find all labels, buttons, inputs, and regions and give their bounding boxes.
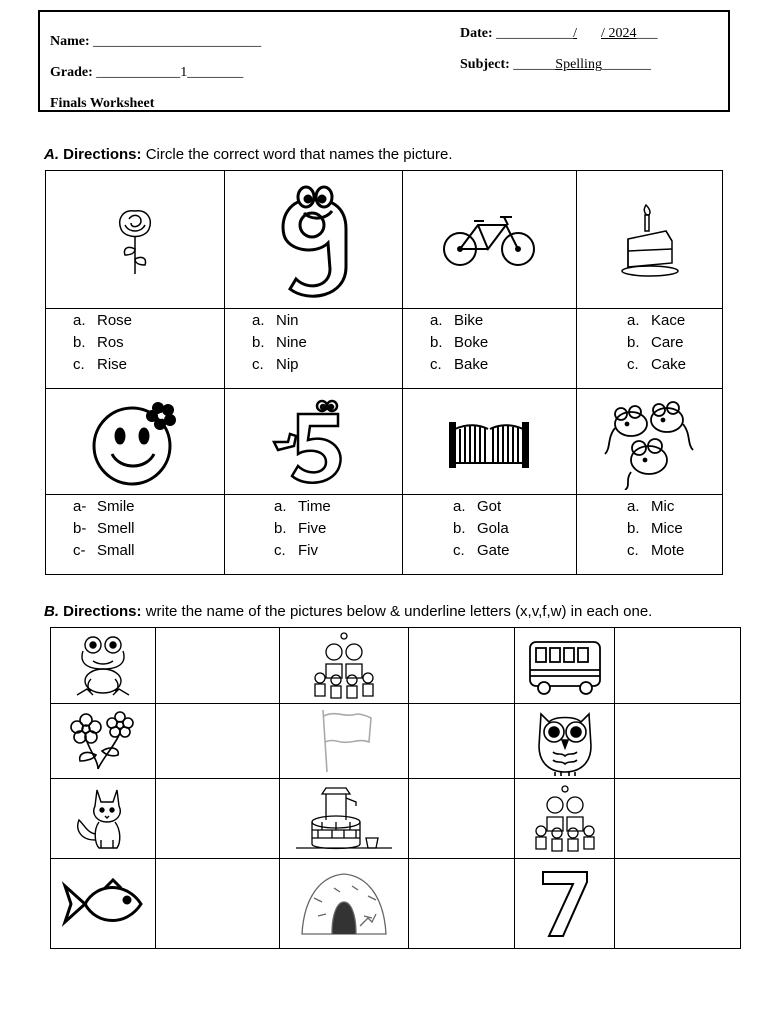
- option-a[interactable]: [627, 496, 684, 518]
- owl-picture: [515, 704, 614, 778]
- date-label: Date:: [460, 26, 493, 41]
- option-word: Mote: [651, 542, 685, 559]
- option-letter: b.: [627, 520, 640, 537]
- answer-cell[interactable]: [409, 779, 514, 858]
- directions-label: Directions:: [63, 146, 142, 163]
- option-letter: b.: [73, 334, 86, 351]
- option-letter: b.: [453, 520, 466, 537]
- option-word: Rise: [97, 356, 128, 373]
- option-a[interactable]: [627, 310, 686, 332]
- option-c[interactable]: [252, 354, 307, 376]
- option-a[interactable]: [73, 496, 135, 518]
- option-c[interactable]: [627, 540, 684, 562]
- option-letter: a-: [73, 498, 87, 515]
- option-a[interactable]: [73, 310, 132, 332]
- options-item-3: [430, 310, 488, 376]
- options-item-8: [627, 496, 684, 562]
- section-a-table: [45, 170, 723, 575]
- section-b-directions: [44, 603, 652, 620]
- bicycle-icon: [442, 211, 536, 267]
- option-c[interactable]: [274, 540, 331, 562]
- grid-line: [722, 170, 723, 575]
- flag-icon: [309, 706, 379, 776]
- fox-picture: [51, 779, 155, 858]
- number-nine-icon: [268, 179, 358, 299]
- well-icon: [292, 786, 396, 852]
- date-year: 2024: [608, 26, 637, 41]
- option-word: Mice: [651, 520, 683, 537]
- options-item-1: [73, 310, 132, 376]
- subject-label: Subject:: [460, 57, 510, 72]
- section-b-table: [50, 627, 741, 949]
- option-letter: c-: [73, 542, 86, 559]
- option-letter: c.: [430, 356, 442, 373]
- family-icon: [529, 783, 601, 855]
- option-letter: a.: [453, 498, 466, 515]
- bike-picture: [402, 170, 576, 308]
- option-b[interactable]: [274, 518, 331, 540]
- section-a-letter: A.: [44, 146, 59, 163]
- smiley-face-icon: [90, 394, 180, 490]
- option-c[interactable]: [453, 540, 510, 562]
- name-blank[interactable]: ________________________: [93, 34, 262, 49]
- option-word: Time: [298, 498, 331, 515]
- option-c[interactable]: [627, 354, 686, 376]
- date-field[interactable]: [460, 26, 657, 42]
- grade-blank-end: ________: [187, 65, 244, 80]
- answer-cell[interactable]: [409, 859, 514, 948]
- grade-label: Grade:: [50, 65, 93, 80]
- answer-cell[interactable]: [615, 859, 740, 948]
- nine-picture: [224, 170, 402, 308]
- option-b[interactable]: [627, 332, 686, 354]
- option-a[interactable]: [274, 496, 331, 518]
- option-c[interactable]: [73, 540, 135, 562]
- well-picture: [280, 779, 408, 858]
- option-letter: b.: [274, 520, 287, 537]
- answer-cell[interactable]: [156, 704, 279, 778]
- option-letter: a.: [252, 312, 265, 329]
- option-word: Five: [298, 520, 327, 537]
- owl-icon: [533, 706, 597, 776]
- bus-picture: [515, 628, 614, 703]
- answer-cell[interactable]: [156, 628, 279, 703]
- family-picture-2: [515, 779, 614, 858]
- option-b[interactable]: [252, 332, 307, 354]
- option-letter: c.: [252, 356, 264, 373]
- family-picture: [280, 628, 408, 703]
- date-end: ___: [636, 26, 658, 41]
- family-icon: [308, 630, 380, 702]
- flowers-icon: [68, 711, 138, 771]
- directions-text: write the name of the pictures below & underline letters (x,v,f,w) in each one.: [145, 603, 653, 620]
- date-sep-2: /: [601, 26, 605, 41]
- option-word: Mic: [651, 498, 675, 515]
- gate-picture: [402, 389, 576, 494]
- cave-icon: [298, 868, 390, 940]
- frog-icon: [71, 633, 135, 699]
- cake-picture: [576, 170, 722, 308]
- number-five-icon: [268, 394, 358, 490]
- section-b-letter: B.: [44, 603, 59, 620]
- grade-value: 1: [180, 65, 188, 80]
- option-letter: a.: [627, 498, 640, 515]
- subject-blank-end: _______: [601, 57, 651, 72]
- option-word: Nip: [276, 356, 299, 373]
- directions-text: Circle the correct word that names the picture.: [145, 146, 453, 163]
- subject-value: Spelling: [555, 57, 602, 72]
- worksheet-header: [38, 10, 730, 112]
- option-letter: c.: [453, 542, 465, 559]
- gate-icon: [448, 415, 530, 469]
- option-word: Kace: [651, 312, 686, 329]
- directions-label: Directions:: [63, 603, 142, 620]
- option-letter: b.: [627, 334, 640, 351]
- option-c[interactable]: [430, 354, 488, 376]
- mice-picture: [576, 389, 722, 494]
- frog-picture: [51, 628, 155, 703]
- option-word: Fiv: [298, 542, 318, 559]
- options-item-5: [73, 496, 135, 562]
- option-word: Cake: [651, 356, 687, 373]
- option-letter: c.: [274, 542, 286, 559]
- smile-picture: [45, 389, 224, 494]
- five-picture: [224, 389, 402, 494]
- option-word: Bike: [454, 312, 484, 329]
- fox-icon: [71, 786, 135, 852]
- option-word: Ros: [97, 334, 124, 351]
- option-b[interactable]: [430, 332, 488, 354]
- cake-icon: [618, 199, 680, 279]
- options-item-4: [627, 310, 686, 376]
- option-letter: b.: [252, 334, 265, 351]
- options-item-7: [453, 496, 510, 562]
- option-letter: a.: [627, 312, 640, 329]
- option-word: Small: [97, 542, 135, 559]
- option-letter: a.: [73, 312, 86, 329]
- grade-field[interactable]: [50, 65, 243, 81]
- name-label: Name:: [50, 34, 90, 49]
- answer-cell[interactable]: [409, 704, 514, 778]
- worksheet-title: Finals Worksheet: [50, 96, 155, 111]
- option-word: Gola: [477, 520, 509, 537]
- grid-line: [45, 494, 723, 495]
- option-word: Nin: [276, 312, 299, 329]
- date-sep: /: [573, 26, 578, 41]
- option-letter: b-: [73, 520, 87, 537]
- cave-picture: [280, 859, 408, 948]
- option-word: Smell: [97, 520, 135, 537]
- grade-blank: ____________: [96, 65, 181, 80]
- option-a[interactable]: [430, 310, 488, 332]
- option-a[interactable]: [453, 496, 510, 518]
- rose-picture: [45, 170, 224, 308]
- options-item-6: [274, 496, 331, 562]
- option-a[interactable]: [252, 310, 307, 332]
- option-b[interactable]: [627, 518, 684, 540]
- option-b[interactable]: [453, 518, 510, 540]
- date-value: [573, 26, 636, 41]
- answer-cell[interactable]: [156, 779, 279, 858]
- section-a-directions: [44, 146, 453, 163]
- option-letter: b.: [430, 334, 443, 351]
- option-word: Smile: [97, 498, 135, 515]
- rose-icon: [105, 199, 165, 279]
- option-letter: c.: [627, 542, 639, 559]
- option-word: Boke: [454, 334, 489, 351]
- option-c[interactable]: [73, 354, 132, 376]
- fish-icon: [61, 876, 145, 932]
- mice-icon: [601, 394, 697, 490]
- answer-cell[interactable]: [409, 628, 514, 703]
- seven-picture: [515, 859, 614, 948]
- grid-line: [740, 627, 741, 949]
- answer-cell[interactable]: [615, 779, 740, 858]
- subject-field[interactable]: [460, 57, 651, 73]
- bus-icon: [528, 636, 602, 696]
- answer-cell[interactable]: [156, 859, 279, 948]
- option-letter: a.: [274, 498, 287, 515]
- option-b[interactable]: [73, 332, 132, 354]
- option-b[interactable]: [73, 518, 135, 540]
- option-word: Rose: [97, 312, 133, 329]
- grid-line: [50, 948, 741, 949]
- answer-cell[interactable]: [615, 704, 740, 778]
- name-field[interactable]: [50, 34, 261, 50]
- options-item-2: [252, 310, 307, 376]
- option-word: Care: [651, 334, 684, 351]
- option-word: Nine: [276, 334, 307, 351]
- option-letter: a.: [430, 312, 443, 329]
- flag-picture: [280, 704, 408, 778]
- grid-line: [45, 308, 723, 309]
- fish-picture: [51, 859, 155, 948]
- grid-line: [45, 574, 723, 575]
- subject-blank: ______: [513, 57, 556, 72]
- flowers-picture: [51, 704, 155, 778]
- option-word: Got: [477, 498, 502, 515]
- date-blank: ___________: [496, 26, 574, 41]
- option-letter: c.: [73, 356, 85, 373]
- option-word: Bake: [454, 356, 489, 373]
- option-word: Gate: [477, 542, 510, 559]
- option-letter: c.: [627, 356, 639, 373]
- answer-cell[interactable]: [615, 628, 740, 703]
- number-seven-icon: [537, 868, 593, 940]
